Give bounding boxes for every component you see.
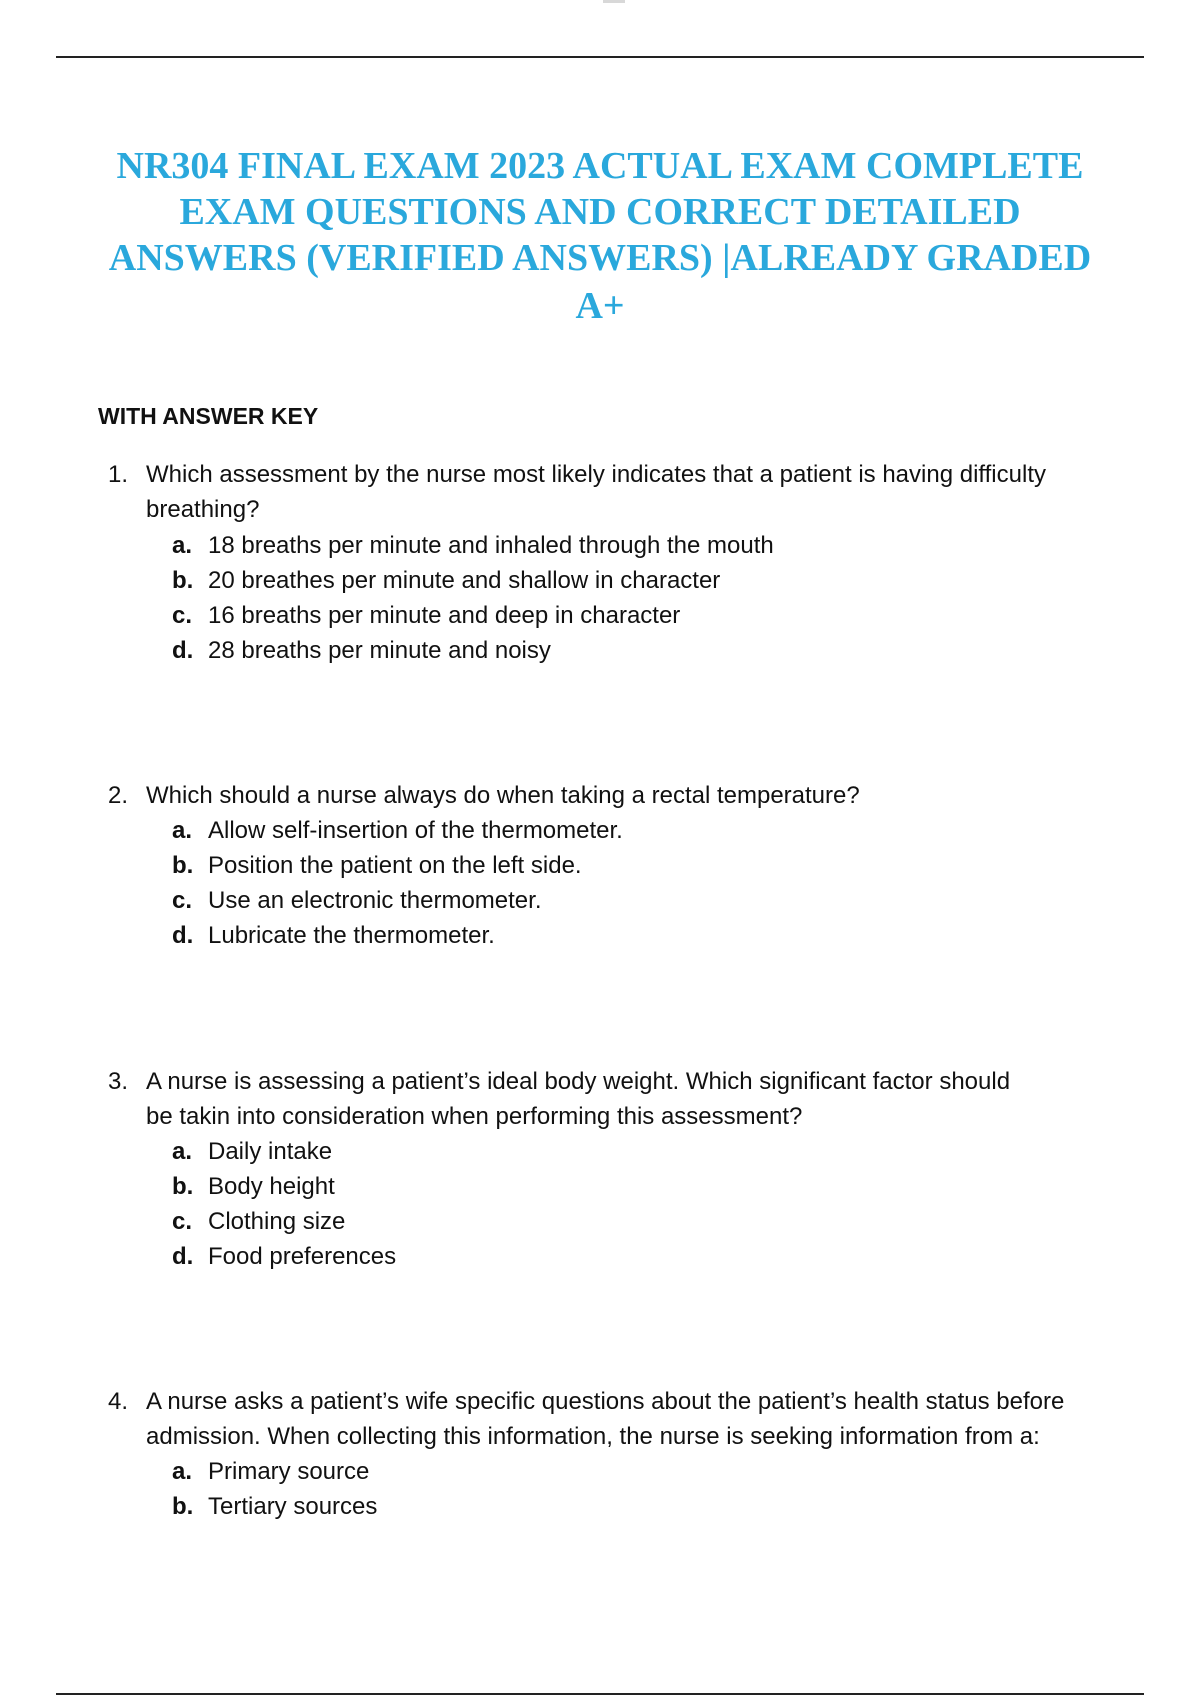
answer-option bbox=[172, 633, 1128, 668]
question-1 bbox=[108, 457, 1128, 668]
option-letter: d. bbox=[172, 922, 194, 949]
option-text: Daily intake bbox=[208, 1138, 333, 1165]
option-text: Position the patient on the left side. bbox=[208, 852, 582, 879]
question-number: 1. bbox=[108, 461, 129, 488]
option-letter: d. bbox=[172, 637, 194, 664]
answer-options bbox=[108, 813, 1128, 953]
header-divider bbox=[56, 56, 1144, 58]
answer-option bbox=[172, 1134, 1128, 1169]
title-line: ANSWERS (VERIFIED ANSWERS) |ALREADY GRADED bbox=[108, 237, 1092, 279]
question-stem bbox=[108, 1064, 1128, 1134]
question-number: 3. bbox=[108, 1068, 129, 1095]
title-line: A+ bbox=[575, 285, 625, 327]
answer-option bbox=[172, 813, 1128, 848]
answer-options bbox=[108, 1134, 1128, 1274]
page-top-marker bbox=[603, 0, 625, 3]
option-text: 20 breathes per minute and shallow in character bbox=[208, 567, 721, 594]
option-letter: b. bbox=[172, 852, 194, 879]
option-text: Use an electronic thermometer. bbox=[208, 887, 542, 914]
answer-option bbox=[172, 1169, 1128, 1204]
option-letter: b. bbox=[172, 1493, 194, 1520]
answer-options bbox=[108, 528, 1128, 668]
option-letter: c. bbox=[172, 1208, 193, 1235]
answer-option bbox=[172, 1454, 1128, 1489]
title-line: NR304 FINAL EXAM 2023 ACTUAL EXAM COMPLETE bbox=[116, 145, 1084, 187]
option-text: Body height bbox=[208, 1173, 335, 1200]
option-text: Lubricate the thermometer. bbox=[208, 922, 495, 949]
option-text: 18 breaths per minute and inhaled through the mouth bbox=[208, 532, 774, 559]
question-text: Which should a nurse always do when taking a rectal temperature? bbox=[146, 782, 860, 809]
answer-key-heading: WITH ANSWER KEY bbox=[98, 403, 319, 429]
option-letter: c. bbox=[172, 887, 193, 914]
answer-option bbox=[172, 848, 1128, 883]
option-letter: b. bbox=[172, 1173, 194, 1200]
question-stem bbox=[108, 1384, 1128, 1454]
question-stem bbox=[108, 457, 1128, 527]
title-line: EXAM QUESTIONS AND CORRECT DETAILED bbox=[179, 191, 1021, 233]
answer-option bbox=[172, 1204, 1128, 1239]
question-text: A nurse asks a patient’s wife specific questions about the patient’s health status before admission. When collecting this information, the nurse is seeking information from a: bbox=[146, 1388, 1065, 1450]
question-3 bbox=[108, 1064, 1128, 1274]
question-stem bbox=[108, 778, 1128, 813]
option-letter: a. bbox=[172, 532, 193, 559]
option-text: 16 breaths per minute and deep in character bbox=[208, 602, 681, 629]
document-title bbox=[100, 143, 1100, 329]
option-text: Allow self-insertion of the thermometer. bbox=[208, 817, 623, 844]
option-text: Clothing size bbox=[208, 1208, 346, 1235]
option-letter: a. bbox=[172, 1138, 193, 1165]
option-text: Food preferences bbox=[208, 1243, 397, 1270]
option-letter: d. bbox=[172, 1243, 194, 1270]
question-4 bbox=[108, 1384, 1128, 1524]
answer-option bbox=[172, 563, 1128, 598]
answer-option bbox=[172, 1239, 1128, 1274]
question-number: 4. bbox=[108, 1388, 129, 1415]
answer-options bbox=[108, 1454, 1128, 1524]
answer-option bbox=[172, 918, 1128, 953]
option-text: Primary source bbox=[208, 1458, 370, 1485]
answer-option bbox=[172, 883, 1128, 918]
question-number: 2. bbox=[108, 782, 129, 809]
answer-option bbox=[172, 1489, 1128, 1524]
answer-option bbox=[172, 528, 1128, 563]
option-letter: a. bbox=[172, 1458, 193, 1485]
question-text: A nurse is assessing a patient’s ideal body weight. Which significant factor should be takin into consideration when performing this assessment? bbox=[146, 1068, 1011, 1130]
option-letter: b. bbox=[172, 567, 194, 594]
question-text: Which assessment by the nurse most likely indicates that a patient is having difficulty breathing? bbox=[146, 461, 1046, 523]
option-letter: c. bbox=[172, 602, 193, 629]
footer-divider bbox=[56, 1693, 1144, 1695]
question-2 bbox=[108, 778, 1128, 953]
option-letter: a. bbox=[172, 817, 193, 844]
option-text: Tertiary sources bbox=[208, 1493, 378, 1520]
answer-option bbox=[172, 598, 1128, 633]
option-text: 28 breaths per minute and noisy bbox=[208, 637, 551, 664]
